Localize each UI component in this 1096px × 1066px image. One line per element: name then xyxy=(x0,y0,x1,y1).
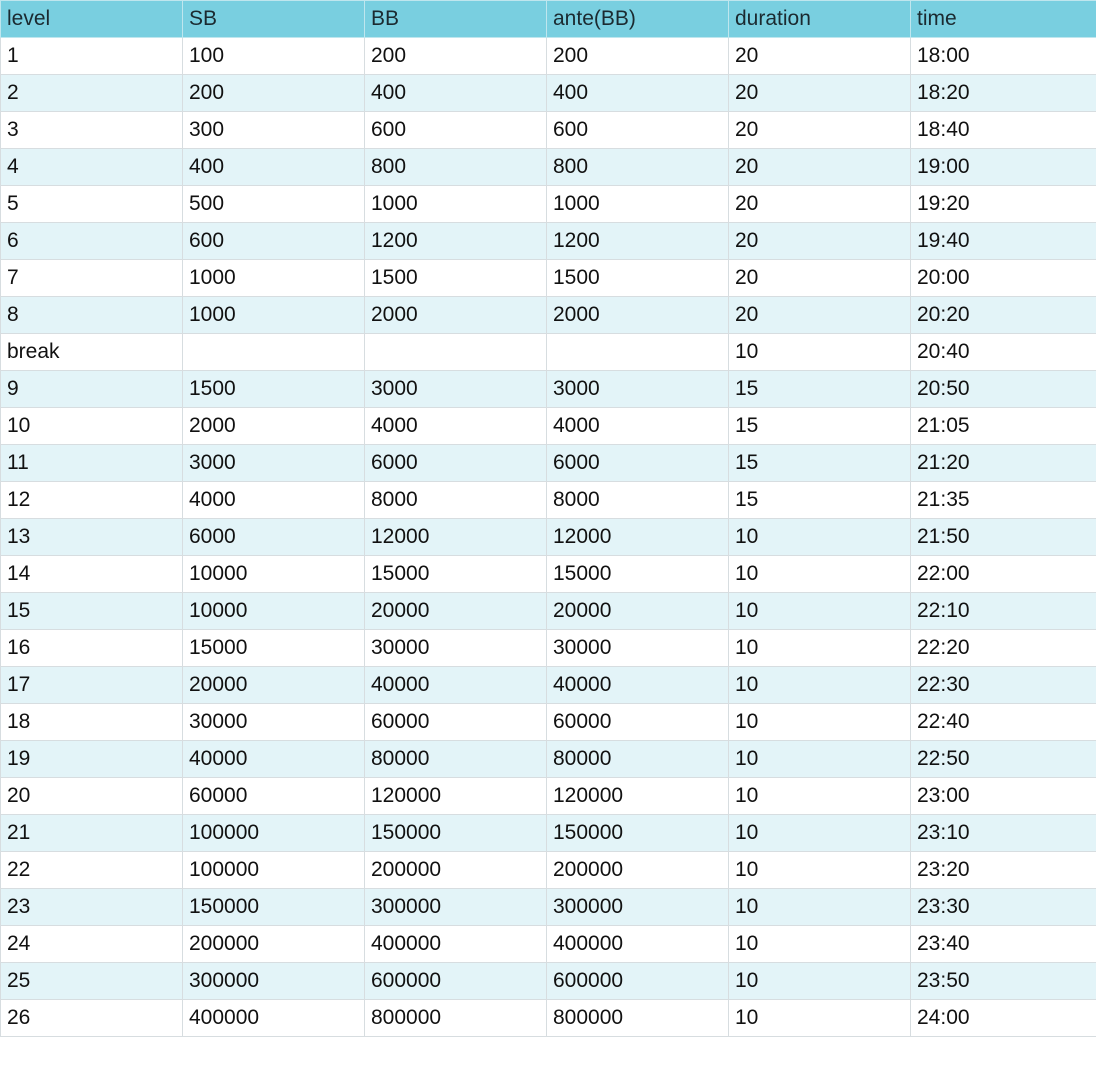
cell-sb[interactable]: 100000 xyxy=(183,852,365,889)
cell-sb[interactable]: 10000 xyxy=(183,593,365,630)
cell-time[interactable]: 23:20 xyxy=(911,852,1096,889)
cell-duration[interactable]: 20 xyxy=(729,186,911,223)
cell-ante[interactable] xyxy=(547,334,729,371)
cell-sb[interactable]: 10000 xyxy=(183,556,365,593)
cell-bb[interactable]: 200000 xyxy=(365,852,547,889)
cell-ante[interactable]: 4000 xyxy=(547,408,729,445)
cell-ante[interactable]: 400 xyxy=(547,75,729,112)
cell-duration[interactable]: 20 xyxy=(729,38,911,75)
cell-level[interactable]: 3 xyxy=(1,112,183,149)
cell-time[interactable]: 19:40 xyxy=(911,223,1096,260)
cell-time[interactable]: 21:20 xyxy=(911,445,1096,482)
cell-bb[interactable]: 800 xyxy=(365,149,547,186)
cell-time[interactable]: 23:00 xyxy=(911,778,1096,815)
cell-duration[interactable]: 15 xyxy=(729,445,911,482)
cell-duration[interactable]: 15 xyxy=(729,408,911,445)
cell-sb[interactable]: 400 xyxy=(183,149,365,186)
cell-bb[interactable]: 6000 xyxy=(365,445,547,482)
table-row xyxy=(1,556,1096,593)
cell-ante[interactable]: 1000 xyxy=(547,186,729,223)
table-row xyxy=(1,75,1096,112)
cell-duration[interactable]: 10 xyxy=(729,852,911,889)
cell-duration[interactable]: 20 xyxy=(729,75,911,112)
cell-sb[interactable]: 1000 xyxy=(183,260,365,297)
table-row xyxy=(1,186,1096,223)
cell-duration[interactable]: 20 xyxy=(729,223,911,260)
cell-duration[interactable]: 10 xyxy=(729,334,911,371)
cell-sb[interactable]: 2000 xyxy=(183,408,365,445)
cell-sb[interactable] xyxy=(183,334,365,371)
cell-ante[interactable]: 200 xyxy=(547,38,729,75)
table-row xyxy=(1,741,1096,778)
cell-duration[interactable]: 10 xyxy=(729,556,911,593)
cell-bb[interactable]: 12000 xyxy=(365,519,547,556)
cell-duration[interactable]: 20 xyxy=(729,149,911,186)
cell-ante[interactable]: 15000 xyxy=(547,556,729,593)
cell-sb[interactable]: 15000 xyxy=(183,630,365,667)
table-row xyxy=(1,297,1096,334)
cell-sb[interactable]: 30000 xyxy=(183,704,365,741)
cell-sb[interactable]: 100000 xyxy=(183,815,365,852)
cell-time[interactable]: 22:20 xyxy=(911,630,1096,667)
table-row xyxy=(1,630,1096,667)
cell-ante[interactable]: 800 xyxy=(547,149,729,186)
cell-duration[interactable]: 15 xyxy=(729,371,911,408)
cell-ante[interactable]: 12000 xyxy=(547,519,729,556)
cell-time[interactable]: 23:40 xyxy=(911,926,1096,963)
column-header-sb[interactable]: SB xyxy=(183,1,365,38)
cell-sb[interactable]: 1500 xyxy=(183,371,365,408)
cell-ante[interactable]: 800000 xyxy=(547,1000,729,1037)
cell-level[interactable]: 1 xyxy=(1,38,183,75)
table-row xyxy=(1,778,1096,815)
cell-duration[interactable]: 10 xyxy=(729,741,911,778)
cell-sb[interactable]: 150000 xyxy=(183,889,365,926)
cell-ante[interactable]: 300000 xyxy=(547,889,729,926)
cell-time[interactable]: 20:00 xyxy=(911,260,1096,297)
table-row xyxy=(1,889,1096,926)
cell-bb[interactable]: 2000 xyxy=(365,297,547,334)
cell-time[interactable]: 23:10 xyxy=(911,815,1096,852)
cell-bb[interactable]: 1000 xyxy=(365,186,547,223)
cell-ante[interactable]: 600000 xyxy=(547,963,729,1000)
cell-duration[interactable]: 15 xyxy=(729,482,911,519)
cell-bb[interactable]: 120000 xyxy=(365,778,547,815)
cell-bb[interactable]: 3000 xyxy=(365,371,547,408)
table-row xyxy=(1,38,1096,75)
cell-level[interactable]: 2 xyxy=(1,75,183,112)
cell-bb[interactable]: 8000 xyxy=(365,482,547,519)
table-row xyxy=(1,963,1096,1000)
column-header-level[interactable]: level xyxy=(1,1,183,38)
cell-level[interactable]: 11 xyxy=(1,445,183,482)
cell-bb[interactable]: 20000 xyxy=(365,593,547,630)
cell-bb[interactable]: 200 xyxy=(365,38,547,75)
cell-sb[interactable]: 20000 xyxy=(183,667,365,704)
table-row xyxy=(1,112,1096,149)
cell-bb[interactable]: 150000 xyxy=(365,815,547,852)
column-header-bb[interactable]: BB xyxy=(365,1,547,38)
cell-sb[interactable]: 500 xyxy=(183,186,365,223)
cell-time[interactable]: 22:40 xyxy=(911,704,1096,741)
cell-duration[interactable]: 10 xyxy=(729,667,911,704)
table-row xyxy=(1,815,1096,852)
cell-level[interactable]: break xyxy=(1,334,183,371)
cell-ante[interactable]: 400000 xyxy=(547,926,729,963)
cell-time[interactable]: 21:35 xyxy=(911,482,1096,519)
cell-bb[interactable]: 30000 xyxy=(365,630,547,667)
cell-bb[interactable]: 300000 xyxy=(365,889,547,926)
cell-sb[interactable]: 60000 xyxy=(183,778,365,815)
header-row xyxy=(1,1,1096,38)
cell-duration[interactable]: 10 xyxy=(729,704,911,741)
cell-bb[interactable]: 400 xyxy=(365,75,547,112)
table-row xyxy=(1,149,1096,186)
cell-duration[interactable]: 10 xyxy=(729,815,911,852)
cell-level[interactable]: 19 xyxy=(1,741,183,778)
cell-duration[interactable]: 20 xyxy=(729,260,911,297)
cell-sb[interactable]: 100 xyxy=(183,38,365,75)
cell-level[interactable]: 22 xyxy=(1,852,183,889)
column-header-time[interactable]: time xyxy=(911,1,1096,38)
column-header-duration[interactable]: duration xyxy=(729,1,911,38)
cell-bb[interactable]: 1500 xyxy=(365,260,547,297)
cell-bb[interactable]: 80000 xyxy=(365,741,547,778)
cell-level[interactable]: 12 xyxy=(1,482,183,519)
cell-bb[interactable]: 800000 xyxy=(365,1000,547,1037)
cell-level[interactable]: 8 xyxy=(1,297,183,334)
cell-sb[interactable]: 400000 xyxy=(183,1000,365,1037)
cell-sb[interactable]: 600 xyxy=(183,223,365,260)
cell-level[interactable]: 20 xyxy=(1,778,183,815)
cell-ante[interactable]: 200000 xyxy=(547,852,729,889)
cell-duration[interactable]: 10 xyxy=(729,963,911,1000)
cell-ante[interactable]: 120000 xyxy=(547,778,729,815)
table-row xyxy=(1,519,1096,556)
cell-duration[interactable]: 10 xyxy=(729,593,911,630)
cell-bb[interactable]: 15000 xyxy=(365,556,547,593)
cell-level[interactable]: 10 xyxy=(1,408,183,445)
cell-ante[interactable]: 600 xyxy=(547,112,729,149)
table-row xyxy=(1,704,1096,741)
cell-duration[interactable]: 20 xyxy=(729,297,911,334)
table-row xyxy=(1,445,1096,482)
cell-time[interactable]: 18:20 xyxy=(911,75,1096,112)
table-row xyxy=(1,482,1096,519)
cell-level[interactable]: 13 xyxy=(1,519,183,556)
cell-level[interactable]: 15 xyxy=(1,593,183,630)
cell-time[interactable]: 19:20 xyxy=(911,186,1096,223)
cell-ante[interactable]: 30000 xyxy=(547,630,729,667)
table-row xyxy=(1,593,1096,630)
cell-duration[interactable]: 10 xyxy=(729,889,911,926)
cell-level[interactable]: 16 xyxy=(1,630,183,667)
cell-level[interactable]: 26 xyxy=(1,1000,183,1037)
cell-ante[interactable]: 20000 xyxy=(547,593,729,630)
table-row xyxy=(1,926,1096,963)
cell-sb[interactable]: 1000 xyxy=(183,297,365,334)
cell-ante[interactable]: 60000 xyxy=(547,704,729,741)
cell-sb[interactable]: 300 xyxy=(183,112,365,149)
cell-level[interactable]: 25 xyxy=(1,963,183,1000)
cell-ante[interactable]: 1500 xyxy=(547,260,729,297)
cell-bb[interactable]: 4000 xyxy=(365,408,547,445)
cell-duration[interactable]: 10 xyxy=(729,630,911,667)
cell-ante[interactable]: 80000 xyxy=(547,741,729,778)
cell-sb[interactable]: 3000 xyxy=(183,445,365,482)
table-row xyxy=(1,371,1096,408)
cell-bb[interactable]: 60000 xyxy=(365,704,547,741)
cell-level[interactable]: 7 xyxy=(1,260,183,297)
cell-time[interactable]: 20:50 xyxy=(911,371,1096,408)
table-row xyxy=(1,667,1096,704)
table-row xyxy=(1,223,1096,260)
cell-time[interactable]: 20:40 xyxy=(911,334,1096,371)
cell-level[interactable]: 6 xyxy=(1,223,183,260)
cell-bb[interactable]: 40000 xyxy=(365,667,547,704)
cell-ante[interactable]: 2000 xyxy=(547,297,729,334)
cell-bb[interactable]: 600000 xyxy=(365,963,547,1000)
cell-sb[interactable]: 40000 xyxy=(183,741,365,778)
table-header xyxy=(1,1,1096,38)
cell-sb[interactable]: 4000 xyxy=(183,482,365,519)
cell-ante[interactable]: 8000 xyxy=(547,482,729,519)
cell-time[interactable]: 21:50 xyxy=(911,519,1096,556)
column-header-ante[interactable]: ante(BB) xyxy=(547,1,729,38)
cell-time[interactable]: 18:40 xyxy=(911,112,1096,149)
cell-sb[interactable]: 200000 xyxy=(183,926,365,963)
cell-level[interactable]: 21 xyxy=(1,815,183,852)
cell-level[interactable]: 17 xyxy=(1,667,183,704)
cell-time[interactable]: 18:00 xyxy=(911,38,1096,75)
cell-level[interactable]: 4 xyxy=(1,149,183,186)
cell-time[interactable]: 23:30 xyxy=(911,889,1096,926)
cell-duration[interactable]: 10 xyxy=(729,519,911,556)
cell-time[interactable]: 22:30 xyxy=(911,667,1096,704)
cell-bb[interactable]: 600 xyxy=(365,112,547,149)
table-row xyxy=(1,334,1096,371)
cell-sb[interactable]: 200 xyxy=(183,75,365,112)
cell-level[interactable]: 14 xyxy=(1,556,183,593)
cell-time[interactable]: 22:50 xyxy=(911,741,1096,778)
cell-time[interactable]: 20:20 xyxy=(911,297,1096,334)
cell-duration[interactable]: 20 xyxy=(729,112,911,149)
cell-level[interactable]: 5 xyxy=(1,186,183,223)
cell-duration[interactable]: 10 xyxy=(729,926,911,963)
cell-level[interactable]: 9 xyxy=(1,371,183,408)
table-row xyxy=(1,852,1096,889)
table-body xyxy=(1,38,1096,1037)
cell-time[interactable]: 21:05 xyxy=(911,408,1096,445)
cell-time[interactable]: 19:00 xyxy=(911,149,1096,186)
table-row xyxy=(1,408,1096,445)
cell-level[interactable]: 18 xyxy=(1,704,183,741)
cell-duration[interactable]: 10 xyxy=(729,778,911,815)
cell-ante[interactable]: 3000 xyxy=(547,371,729,408)
cell-level[interactable]: 23 xyxy=(1,889,183,926)
cell-bb[interactable]: 400000 xyxy=(365,926,547,963)
cell-ante[interactable]: 150000 xyxy=(547,815,729,852)
cell-time[interactable]: 24:00 xyxy=(911,1000,1096,1037)
cell-bb[interactable]: 1200 xyxy=(365,223,547,260)
cell-ante[interactable]: 6000 xyxy=(547,445,729,482)
cell-duration[interactable]: 10 xyxy=(729,1000,911,1037)
table-row xyxy=(1,260,1096,297)
cell-ante[interactable]: 40000 xyxy=(547,667,729,704)
cell-level[interactable]: 24 xyxy=(1,926,183,963)
cell-sb[interactable]: 6000 xyxy=(183,519,365,556)
cell-bb[interactable] xyxy=(365,334,547,371)
cell-time[interactable]: 23:50 xyxy=(911,963,1096,1000)
cell-time[interactable]: 22:10 xyxy=(911,593,1096,630)
cell-sb[interactable]: 300000 xyxy=(183,963,365,1000)
table-row xyxy=(1,1000,1096,1037)
cell-ante[interactable]: 1200 xyxy=(547,223,729,260)
cell-time[interactable]: 22:00 xyxy=(911,556,1096,593)
